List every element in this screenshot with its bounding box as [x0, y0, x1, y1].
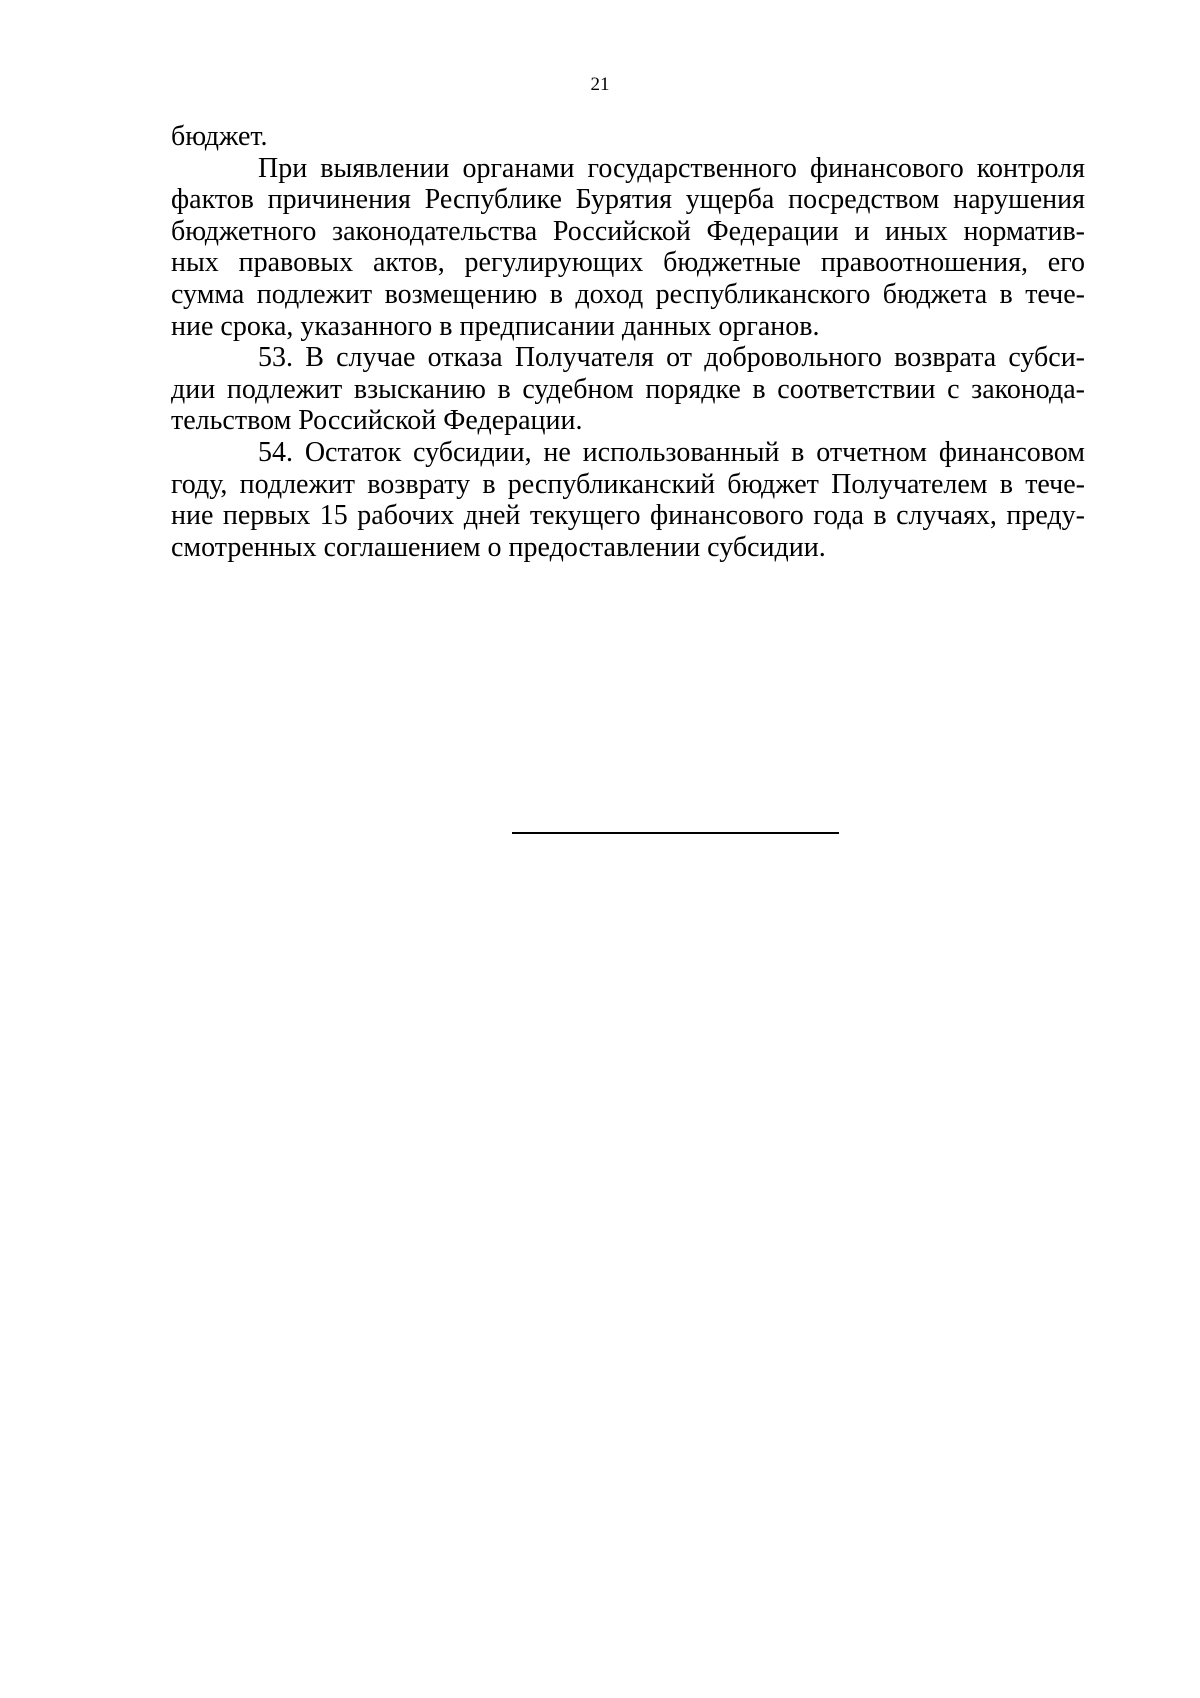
- text-line: ние первых 15 рабочих дней текущего финансового года в случаях, преду-: [171, 500, 1085, 532]
- text-line: смотренных соглашением о предоставлении субсидии.: [171, 531, 826, 563]
- text-line: бюджет.: [171, 121, 268, 152]
- page-number: 21: [590, 74, 610, 95]
- document-body: [171, 121, 1085, 563]
- paragraph-54: [171, 437, 1085, 563]
- text-line: тельством Российской Федерации.: [171, 405, 583, 437]
- paragraph-53: [171, 342, 1085, 437]
- text-line: дии подлежит взысканию в судебном порядке в соответствии с законода-: [171, 373, 1085, 405]
- paragraph-damage-compensation: [171, 153, 1085, 343]
- end-separator-line: [512, 832, 839, 834]
- text-line: сумма подлежит возмещению в доход республиканского бюджета в тече-: [171, 278, 1085, 310]
- text-line: ние срока, указанного в предписании данных органов.: [171, 310, 820, 342]
- text-line: году, подлежит возврату в республиканский бюджет Получателем в тече-: [171, 468, 1085, 500]
- text-line: фактов причинения Республике Бурятия ущерба посредством нарушения: [171, 184, 1085, 216]
- paragraph-continuation: [171, 121, 1085, 153]
- text-line: 54. Остаток субсидии, не использованный в отчетном финансовом: [258, 436, 1085, 468]
- text-line: ных правовых актов, регулирующих бюджетные правоотношения, его: [171, 247, 1085, 279]
- text-line: 53. В случае отказа Получателя от добровольного возврата субси-: [258, 342, 1085, 374]
- text-line: бюджетного законодательства Российской Федерации и иных норматив-: [171, 215, 1085, 247]
- text-line: При выявлении органами государственного финансового контроля: [258, 152, 1085, 184]
